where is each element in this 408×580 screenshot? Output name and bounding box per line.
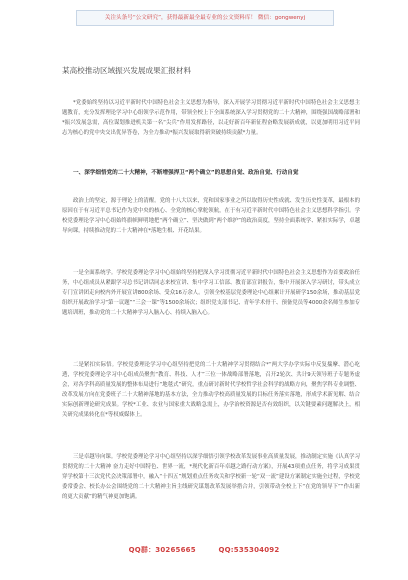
paragraph-results: 三是卓越导向课。学校党委理论学习中心组坚持以深学细悟引领学校改革发展事业高质量发展，推动制定实施《认真学习贯彻党的二十大精神 奋力走好中国特色、世界一流，*现代化新百年卓越之路行动方案》，开展43项重点任务，将学习成果贯穿学校第十三次党代会决策部署中，融入“十四五”规划重点任务攻关和学校新一轮“双一流”建设方案制定实施全过程，学校党委常委会、校长办公会围绕党的二十大精神主旨主线研究谋划改革发展举措合并，引领带动全校上下“在党的领导下”“作出新的更大贡献”的精气神更加饱满。 <box>62 454 360 500</box>
qq-number-text: QQ:535304092 <box>218 546 280 554</box>
section-heading-1: 一、深学细悟党的二十大精神，不断增强捍卫“两个确立”的思想自觉、政治自觉、行动自觉 <box>73 170 299 176</box>
document-title: 某高校推动区域振兴发展成果汇报材料 <box>62 66 192 75</box>
paragraph-study: 一是全面系统学。学校党委理论学习中心组始终坚持把深入学习贯彻习近平新时代中国特色社会主义思想作为首要政治任务，中心组成员从紧跟学习总书记讲话同志来校宣讲、集中学习工信部、教育部宣讲报告，集中开展深入学习研讨，带头成立专门宣讲团走向校内外开展宣讲800余场、受众16万余人。引领全校基层党委理论中心组累计开展研学150余场，推动基层党组织开展政治学习“第一议题”“三会一课”等1500余场次；组织党支部书记、青年学术骨干、预备党员等4000余名师生参加专题培训班，推动党的二十大精神学习入脑入心、持续入脑入心。 <box>62 270 360 316</box>
paragraph-political: 政治上的坚定，源于理论上的清醒。党的十八大以来，党和国家事业之所以取得历史性成就、发生历史性变革，最根本的原因在于有习近平总书记作为党中央的核心、全党的核心掌舵领航，在于有习近平新时代中国特色社会主义思想科学指引。学校党委理论学习中心组始终旗帜鲜明地把“两个确立”、坚决做到“两个维护”的政治高度，坚持全面系统学、紧扣实际学，卓越导向课，持续推动党的二十大精神在*落地生根、开花结果。 <box>62 198 360 234</box>
top-banner: 关注头条号“公文研究”，获得最新最全最专业的公文资料库！ 微信：gongwenyj <box>76 10 334 26</box>
paragraph-intro: *党委始终坚持以习近平新时代中国特色社会主义思想为指导，深入开展学习贯彻习近平新时代中国特色社会主义思想主题教育，充分发挥理论学习中心组领学示范作用，带领全校上下全面系统深入学习贯彻党的二十大精神，围绕强国战略部署和*振兴发展急需，高位谋划推进机关第一名“尖兵”作用发挥路径，以走好新百年新征程奋略发展新成就，以更加明用习近平同志为核心的党中央交出优异答卷，为全力推动*振兴发展取得新突破持续贡献*力量。 <box>62 100 360 136</box>
qq-group-text: QQ群：30265665 <box>128 546 196 554</box>
contact-footer <box>0 545 408 555</box>
paragraph-practice: 二是紧扣实际悟。学校党委理论学习中心组坚持把党的二十大精神学习贯彻结合*“两大学办学实际中反复揣摩、潜心吃透，学校党委理论学习中心组成员聚焦“教育、科技、人才”三位一体战略部署落地，召开2轮次、共计9天领导班子专题务虚会，对各学科高质量发展的整体布局进行“地毯式”研究，重点研讨新时代学校哲学社会科学的战略方向，聚焦学科专业调整、改革发展方向在党委班子二十大精神落地的基本方法，全力推动学校高质量发展的目标任务落实落地，形成学术新见解、结合实际创新理论研究成果。学校*工业、农业与国家重大战略急需上，办学治校资源是否有效组织，以关键要素问题解决上，相关研究成果转化在*等权威媒体上。 <box>62 362 360 418</box>
